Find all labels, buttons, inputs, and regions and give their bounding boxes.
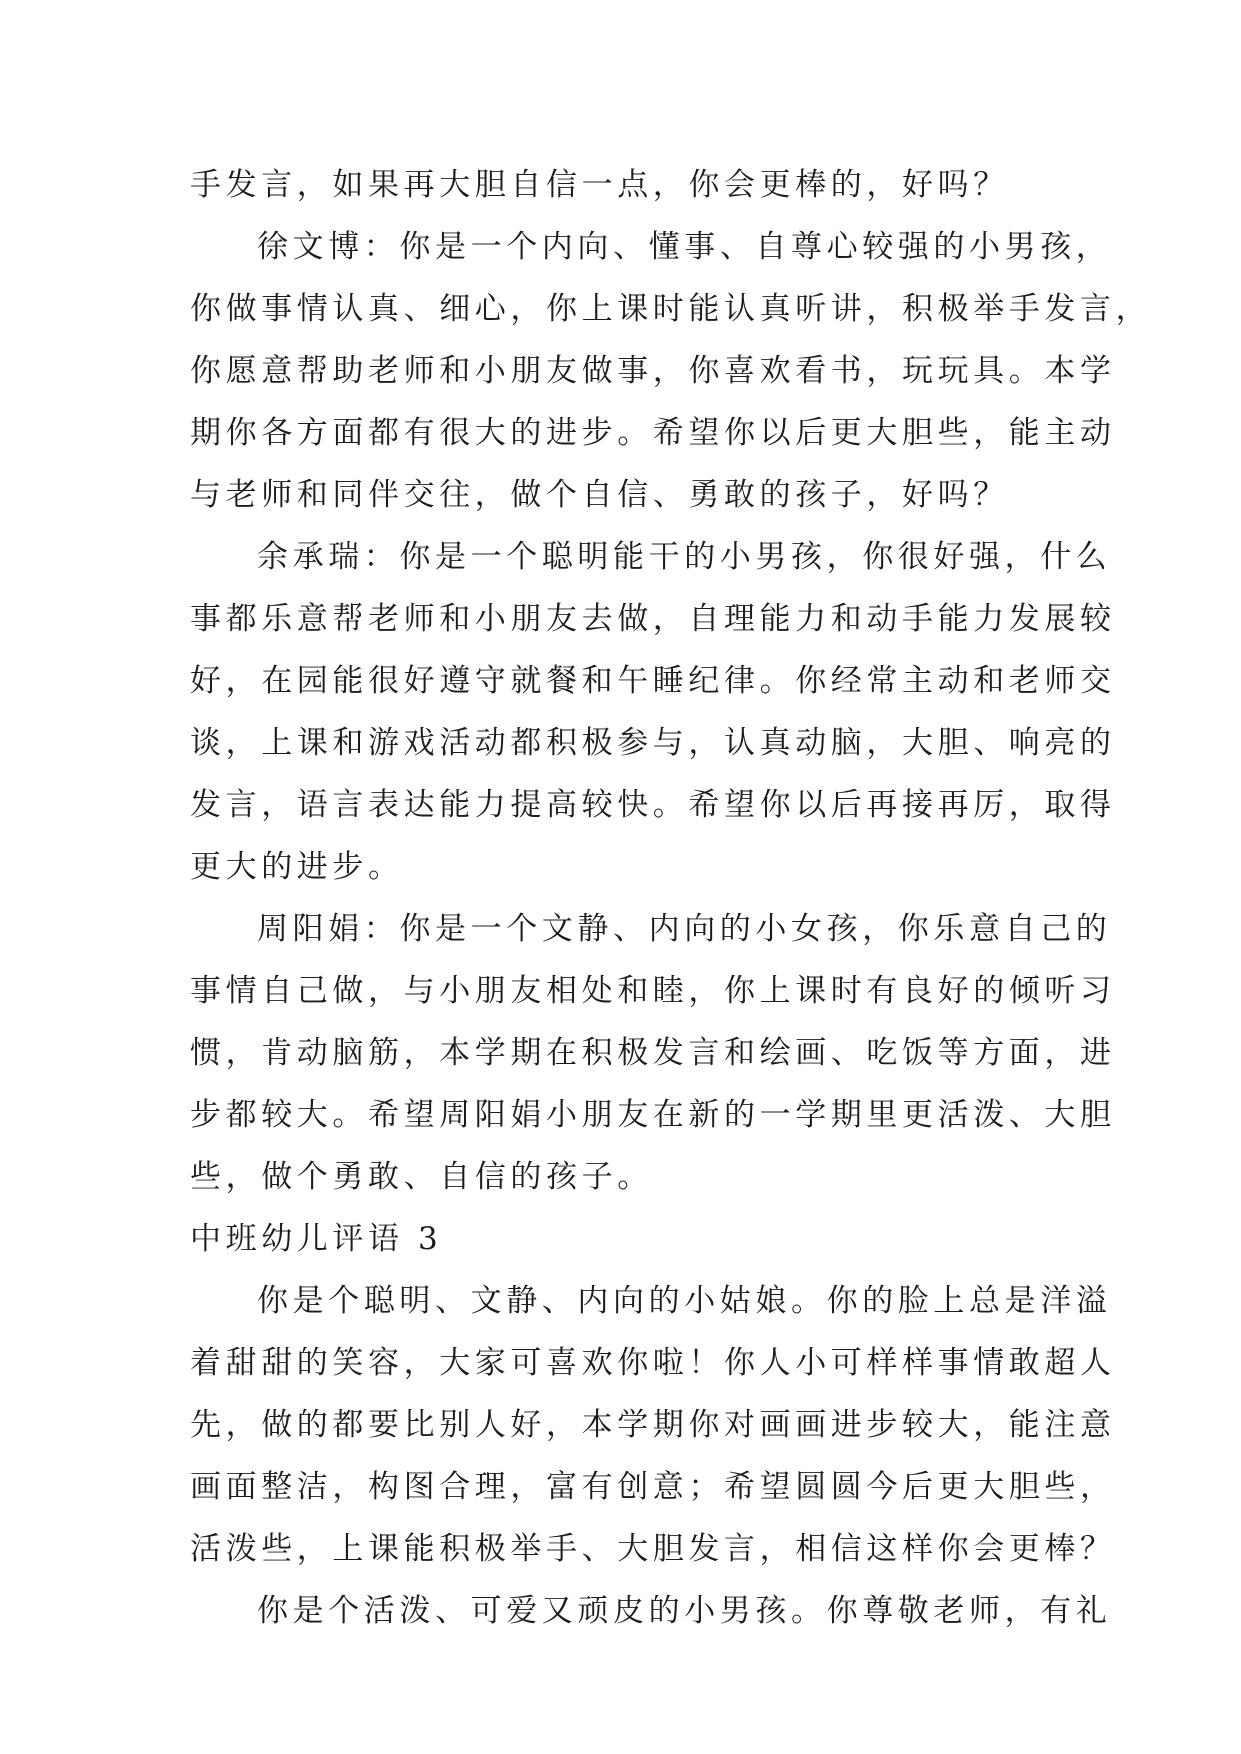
text-line: 更大的进步。 bbox=[190, 849, 404, 885]
text-line: 步都较大。希望周阳娟小朋友在新的一学期里更活泼、大胆 bbox=[190, 1097, 1116, 1133]
text-line: 发言，语言表达能力提高较快。希望你以后再接再厉，取得 bbox=[190, 787, 1116, 823]
text-line: 你愿意帮助老师和小朋友做事，你喜欢看书，玩玩具。本学 bbox=[190, 353, 1116, 389]
text-line: 些，做个勇敢、自信的孩子。 bbox=[190, 1159, 653, 1195]
text-line: 手发言，如果再大胆自信一点，你会更棒的，好吗？ bbox=[190, 167, 1009, 203]
document-body bbox=[190, 154, 1152, 1642]
paragraph-start-yu-chengrui: 余承瑞：你是一个聪明能干的小男孩，你很好强，什么 bbox=[257, 539, 1112, 575]
text-line: 与老师和同伴交往，做个自信、勇敢的孩子，好吗？ bbox=[190, 477, 1009, 513]
text-line: 先，做的都要比别人好，本学期你对画画进步较大，能注意 bbox=[190, 1407, 1116, 1443]
paragraph-start: 你是个聪明、文静、内向的小姑娘。你的脸上总是洋溢 bbox=[257, 1283, 1112, 1319]
paragraph-start-zhou-yangjuan: 周阳娟：你是一个文静、内向的小女孩，你乐意自己的 bbox=[257, 911, 1112, 947]
text-line: 着甜甜的笑容，大家可喜欢你啦！你人小可样样事情敢超人 bbox=[190, 1345, 1116, 1381]
text-line: 谈，上课和游戏活动都积极参与，认真动脑，大胆、响亮的 bbox=[190, 725, 1116, 761]
text-line: 画面整洁，构图合理，富有创意；希望圆圆今后更大胆些， bbox=[190, 1469, 1116, 1505]
text-line: 活泼些，上课能积极举手、大胆发言，相信这样你会更棒？ bbox=[190, 1531, 1116, 1567]
text-line: 期你各方面都有很大的进步。希望你以后更大胆些，能主动 bbox=[190, 415, 1116, 451]
text-line: 惯，肯动脑筋，本学期在积极发言和绘画、吃饭等方面，进 bbox=[190, 1035, 1116, 1071]
text-line: 事都乐意帮老师和小朋友去做，自理能力和动手能力发展较 bbox=[190, 601, 1116, 637]
paragraph-start: 你是个活泼、可爱又顽皮的小男孩。你尊敬老师，有礼 bbox=[257, 1593, 1112, 1629]
section-heading: 中班幼儿评语 3 bbox=[190, 1221, 443, 1257]
text-line: 好，在园能很好遵守就餐和午睡纪律。你经常主动和老师交 bbox=[190, 663, 1116, 699]
text-line: 事情自己做，与小朋友相处和睦，你上课时有良好的倾听习 bbox=[190, 973, 1116, 1009]
text-line: 你做事情认真、细心，你上课时能认真听讲，积极举手发言， bbox=[190, 291, 1152, 327]
paragraph-start-xu-wenbo: 徐文博：你是一个内向、懂事、自尊心较强的小男孩， bbox=[257, 229, 1112, 265]
